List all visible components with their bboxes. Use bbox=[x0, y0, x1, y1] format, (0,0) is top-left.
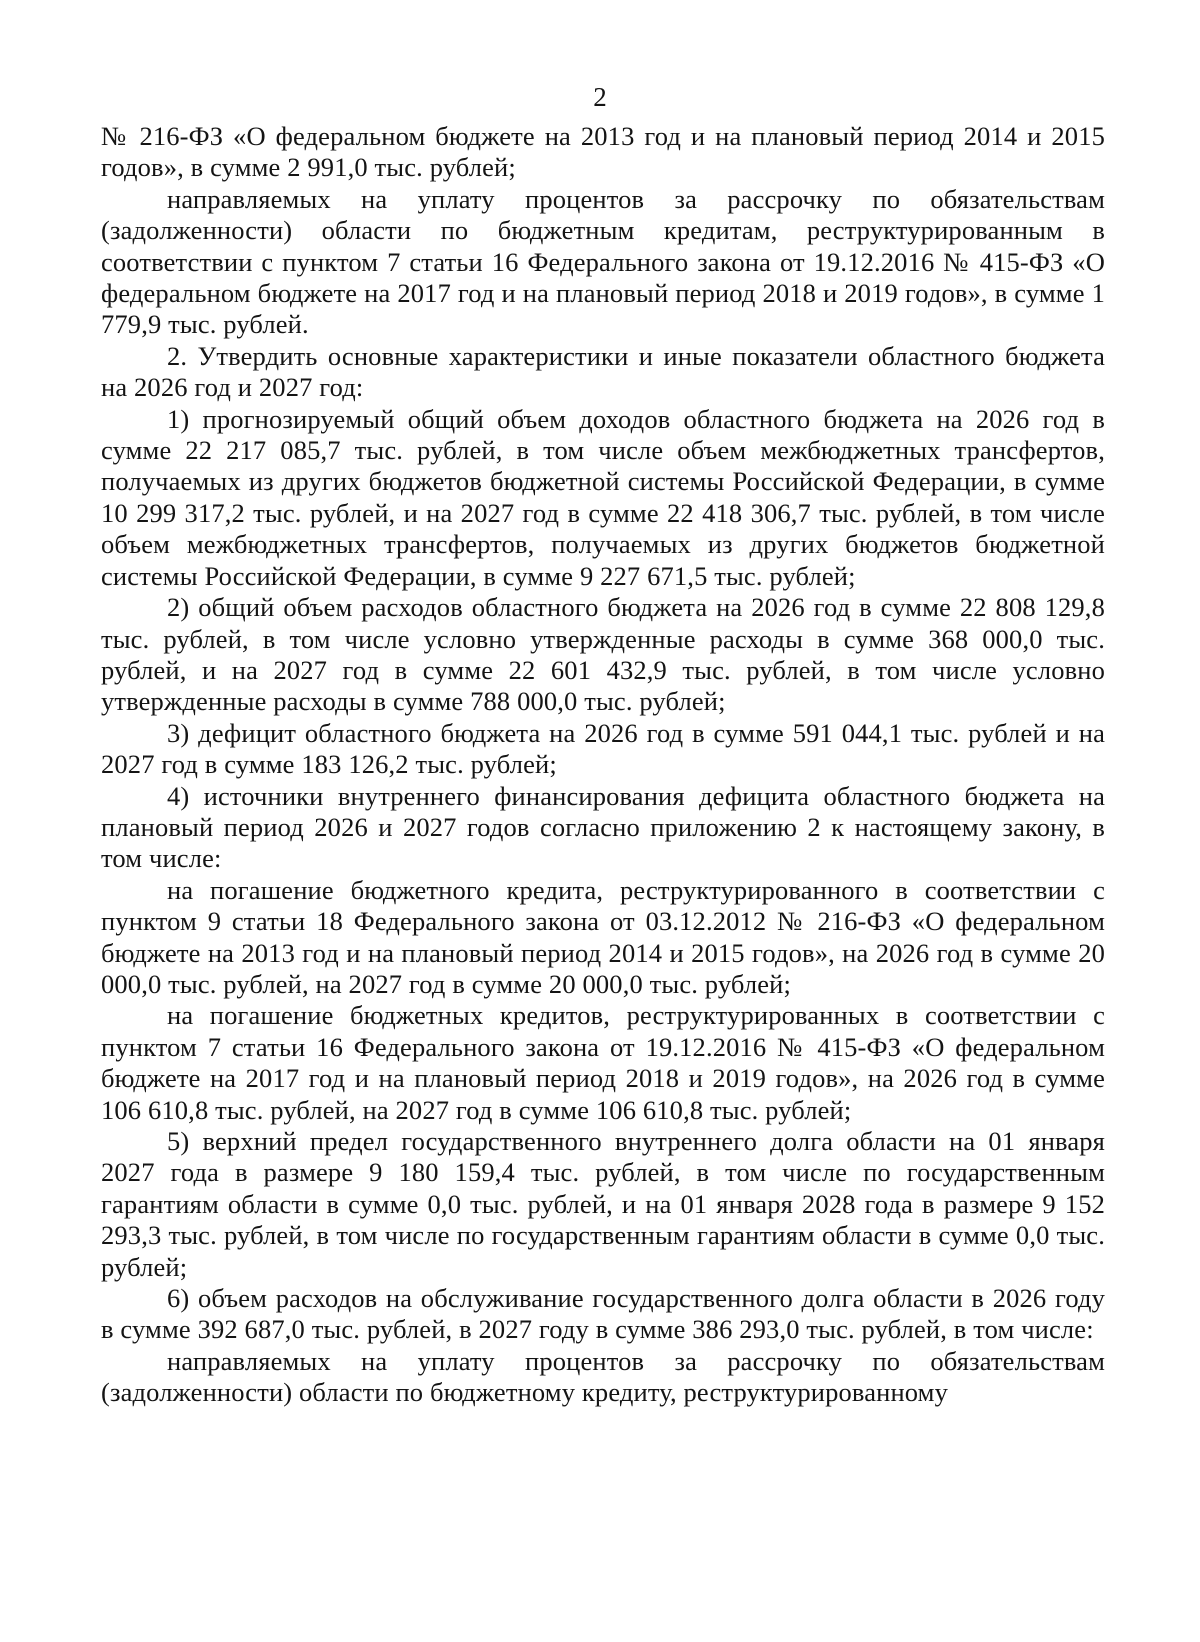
paragraph-interest-restructured-2016: направляемых на уплату процентов за рассрочку по обязательствам (задолженности) области по бюджетным кредитам, реструктурированным в соответствии с пунктом 7 статьи 16 Федерального закона от 19.12.2016 № 415-ФЗ «О федеральном бюджете на 2017 год и на плановый период 2018 и 2019 годов», в сумме 1 779,9 тыс. рублей. bbox=[101, 183, 1105, 340]
paragraph-item-2-intro: 2. Утвердить основные характеристики и иные показатели областного бюджета на 2026 год и 2027 год: bbox=[101, 340, 1105, 403]
paragraph-interest-restructured: направляемых на уплату процентов за рассрочку по обязательствам (задолженности) области по бюджетному кредиту, реструктурированному bbox=[101, 1345, 1105, 1408]
paragraph-repayment-2016: на погашение бюджетных кредитов, реструктурированных в соответствии с пунктом 7 статьи 16 Федерального закона от 19.12.2016 № 415-ФЗ «О федеральном бюджете на 2017 год и на плановый период 2018 и 2019 годов», на 2026 год в сумме 106 610,8 тыс. рублей, на 2027 год в сумме 106 610,8 тыс. рублей; bbox=[101, 1000, 1105, 1125]
document-body bbox=[101, 121, 1105, 1409]
paragraph-continuation: № 216-ФЗ «О федеральном бюджете на 2013 год и на плановый период 2014 и 2015 годов», в сумме 2 991,0 тыс. рублей; bbox=[101, 121, 1105, 183]
paragraph-expenditure: 2) общий объем расходов областного бюджета на 2026 год в сумме 22 808 129,8 тыс. рублей, в том числе условно утвержденные расходы в сумме 368 000,0 тыс. рублей, и на 2027 год в сумме 22 601 432,9 тыс. рублей, в том числе условно утвержденные расходы в сумме 788 000,0 тыс. рублей; bbox=[101, 592, 1105, 717]
paragraph-revenue: 1) прогнозируемый общий объем доходов областного бюджета на 2026 год в сумме 22 217 085,7 тыс. рублей, в том числе объем межбюджетных трансфертов, получаемых из других бюджетов бюджетной системы Российской Федерации, в сумме 10 299 317,2 тыс. рублей, и на 2027 год в сумме 22 418 306,7 тыс. рублей, в том числе объем межбюджетных трансфертов, получаемых из других бюджетов бюджетной системы Российской Федерации, в сумме 9 227 671,5 тыс. рублей; bbox=[101, 403, 1105, 591]
page-number: 2 bbox=[593, 82, 607, 112]
paragraph-debt-service: 6) объем расходов на обслуживание государственного долга области в 2026 году в сумме 392 687,0 тыс. рублей, в 2027 году в сумме 386 293,0 тыс. рублей, в том числе: bbox=[101, 1283, 1105, 1345]
paragraph-deficit: 3) дефицит областного бюджета на 2026 год в сумме 591 044,1 тыс. рублей и на 2027 год в сумме 183 126,2 тыс. рублей; bbox=[101, 717, 1105, 780]
paragraph-financing-sources: 4) источники внутреннего финансирования дефицита областного бюджета на плановый период 2026 и 2027 годов согласно приложению 2 к настоящему закону, в том числе: bbox=[101, 780, 1105, 874]
paragraph-repayment-2012: на погашение бюджетного кредита, реструктурированного в соответствии с пунктом 9 статьи 18 Федерального закона от 03.12.2012 № 216-ФЗ «О федеральном бюджете на 2013 год и на плановый период 2014 и 2015 годов», на 2026 год в сумме 20 000,0 тыс. рублей, на 2027 год в сумме 20 000,0 тыс. рублей; bbox=[101, 874, 1105, 999]
paragraph-debt-limit: 5) верхний предел государственного внутреннего долга области на 01 января 2027 года в размере 9 180 159,4 тыс. рублей, в том числе по государственным гарантиям области в сумме 0,0 тыс. рублей, и на 01 января 2028 года в размере 9 152 293,3 тыс. рублей, в том числе по государственным гарантиям области в сумме 0,0 тыс. рублей; bbox=[101, 1126, 1105, 1282]
